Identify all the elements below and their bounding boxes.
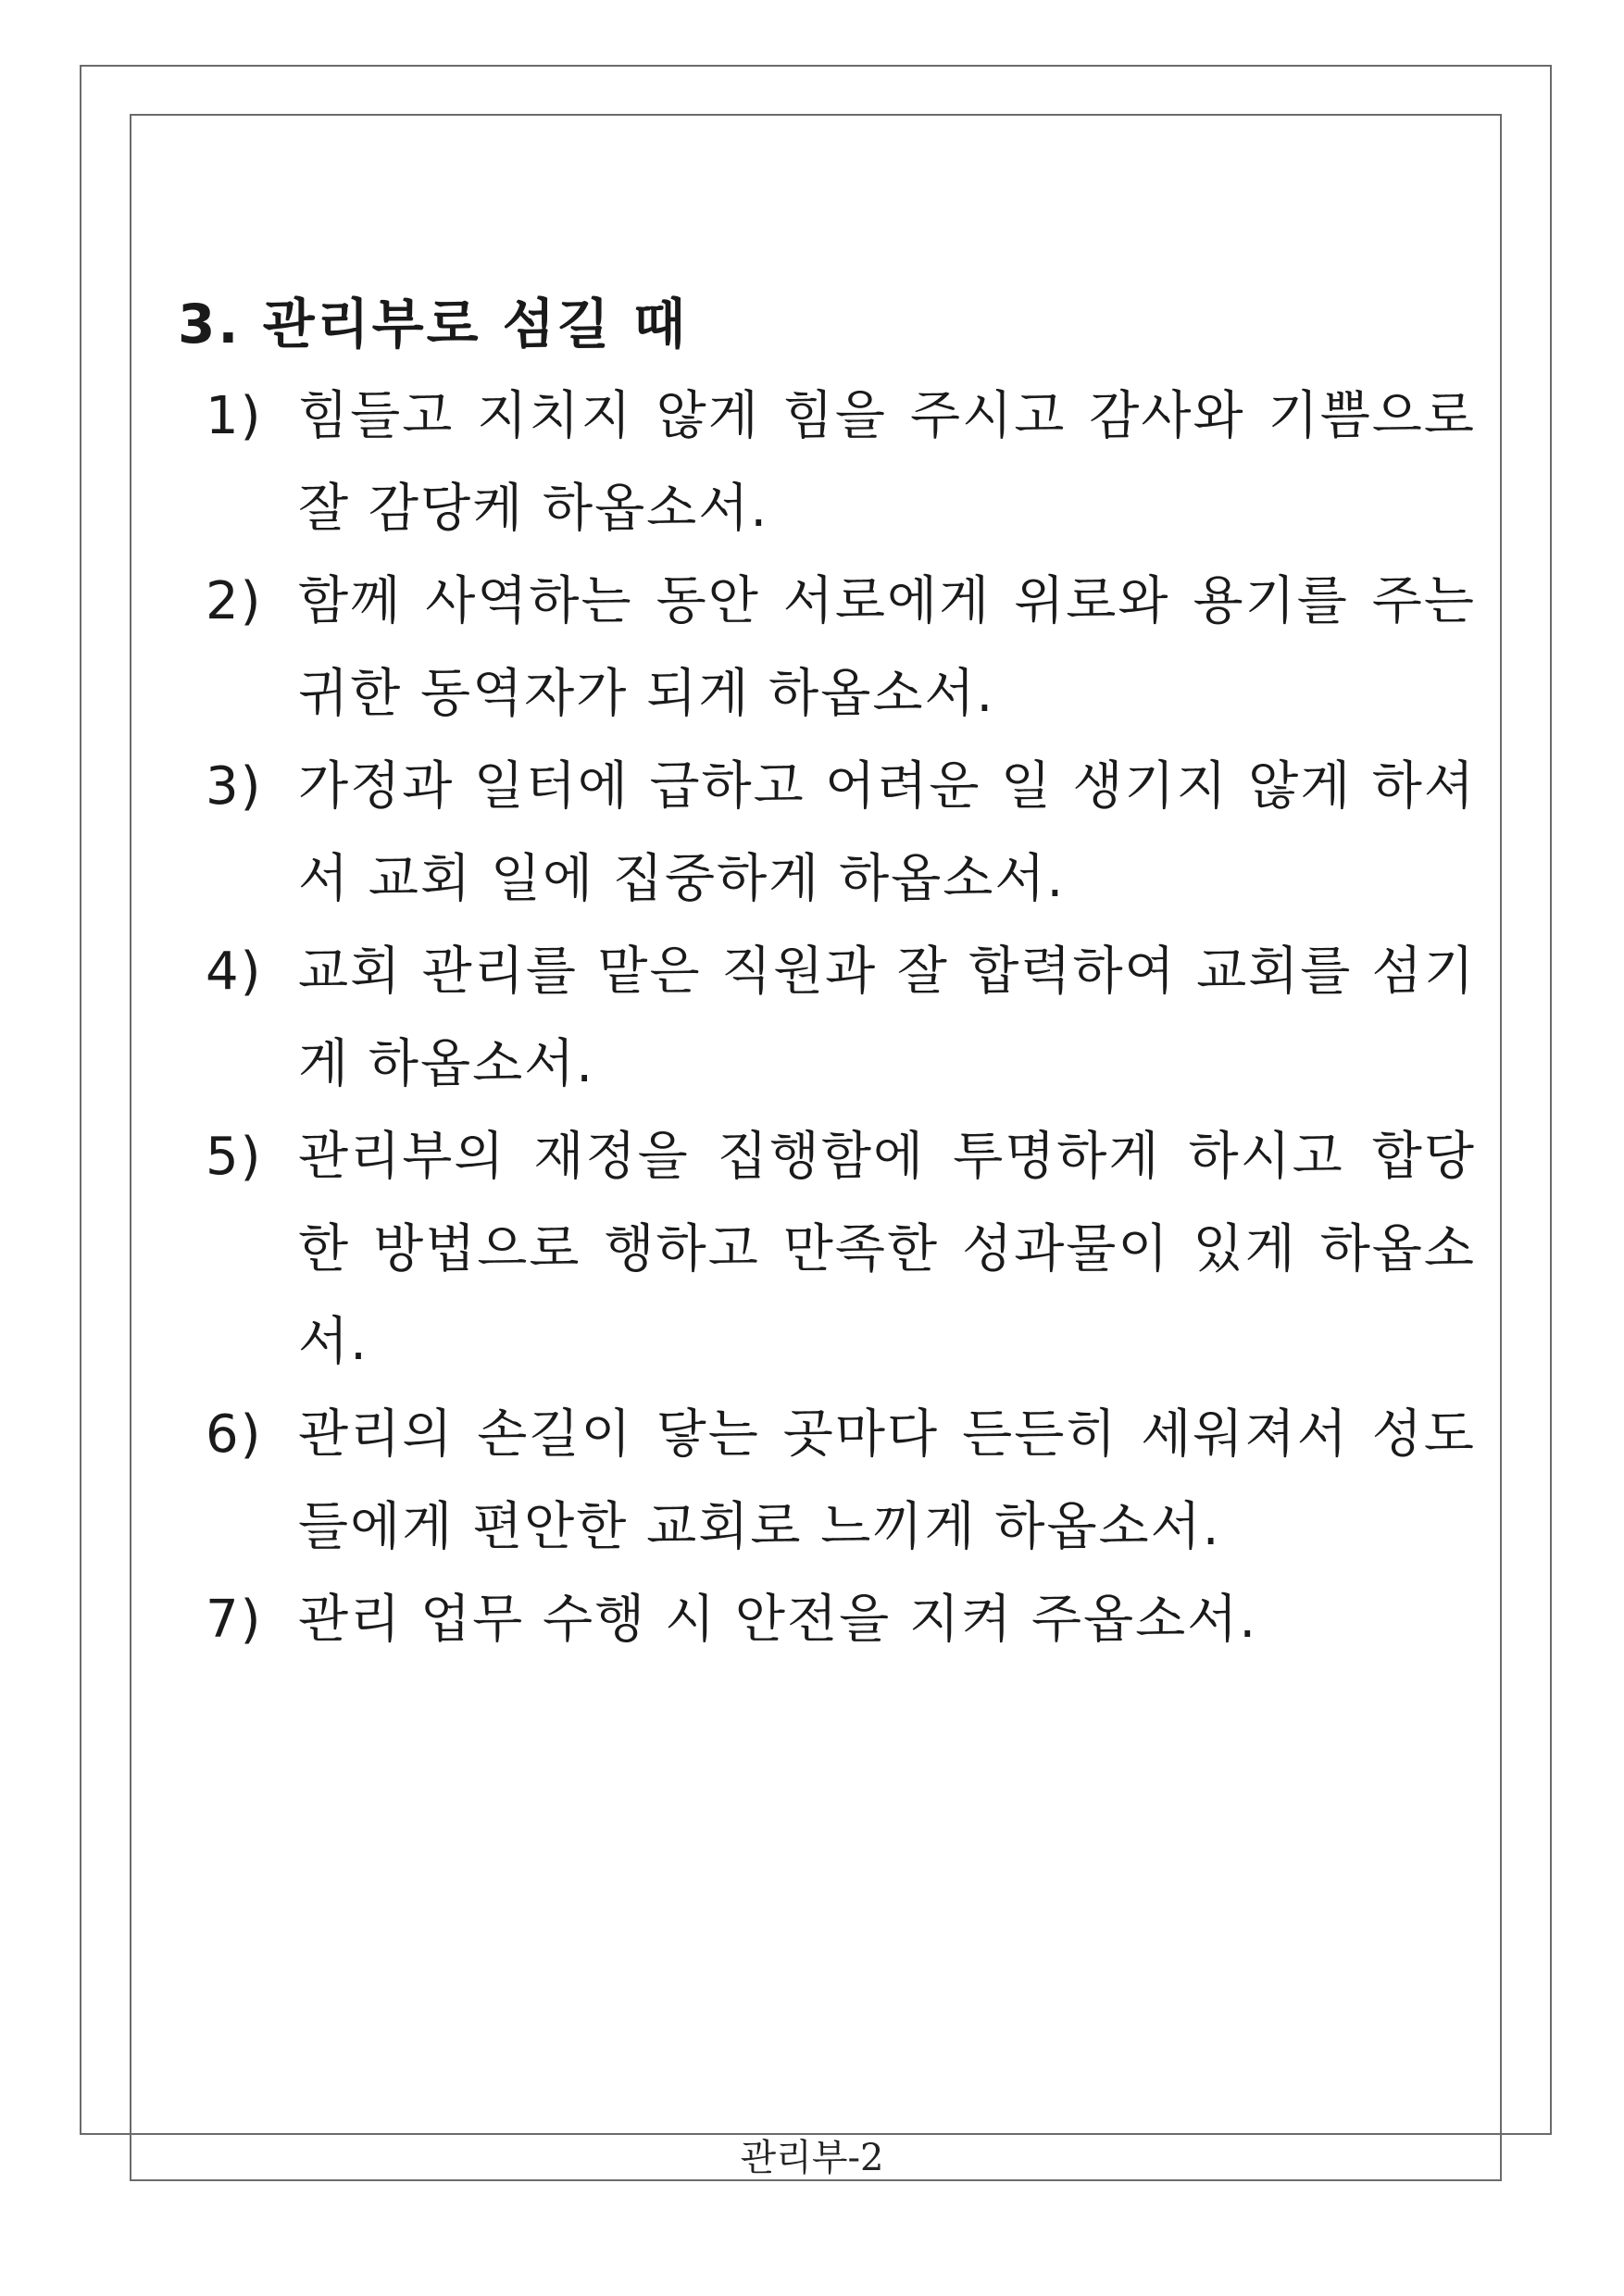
item-number: 6) [206,1404,263,1465]
item-text: 관리부의 재정을 집행함에 투명하게 하시고 합당한 방법으로 행하고 만족한 성과물이 있게 하옵소서. [298,1127,1476,1372]
list-item [178,555,1476,741]
list-item [178,1574,1476,1666]
list-item [178,1389,1476,1574]
item-text: 교회 관리를 맡은 직원과 잘 합력하여 교회를 섬기게 하옵소서. [298,942,1476,1094]
item-text: 가정과 일터에 급하고 어려운 일 생기지 않게 하셔서 교회 일에 집중하게 하옵소서. [298,756,1476,909]
item-number: 7) [206,1590,263,1650]
item-text: 힘들고 지치지 않게 힘을 주시고 감사와 기쁨으로 잘 감당케 하옵소서. [298,386,1476,539]
item-text: 관리 업무 수행 시 안전을 지켜 주옵소서. [298,1590,1258,1650]
item-number: 5) [206,1127,263,1187]
item-number: 3) [206,756,263,817]
item-text: 함께 사역하는 동안 서로에게 위로와 용기를 주는 귀한 동역자가 되게 하옵소서. [298,571,1476,724]
prayer-list [178,370,1476,1666]
item-number: 1) [206,386,263,446]
item-text: 관리의 손길이 닿는 곳마다 든든히 세워져서 성도들에게 편안한 교회로 느끼게 하옵소서. [298,1404,1476,1557]
list-item [178,741,1476,926]
list-item [178,926,1476,1111]
item-number: 4) [206,942,263,1002]
document-body [178,278,1476,1666]
page-footer-label: 관리부-2 [740,2137,884,2179]
list-item [178,370,1476,555]
section-title: 3. 관리부로 섬길 때 [178,293,689,356]
item-number: 2) [206,571,263,631]
list-item [178,1111,1476,1389]
